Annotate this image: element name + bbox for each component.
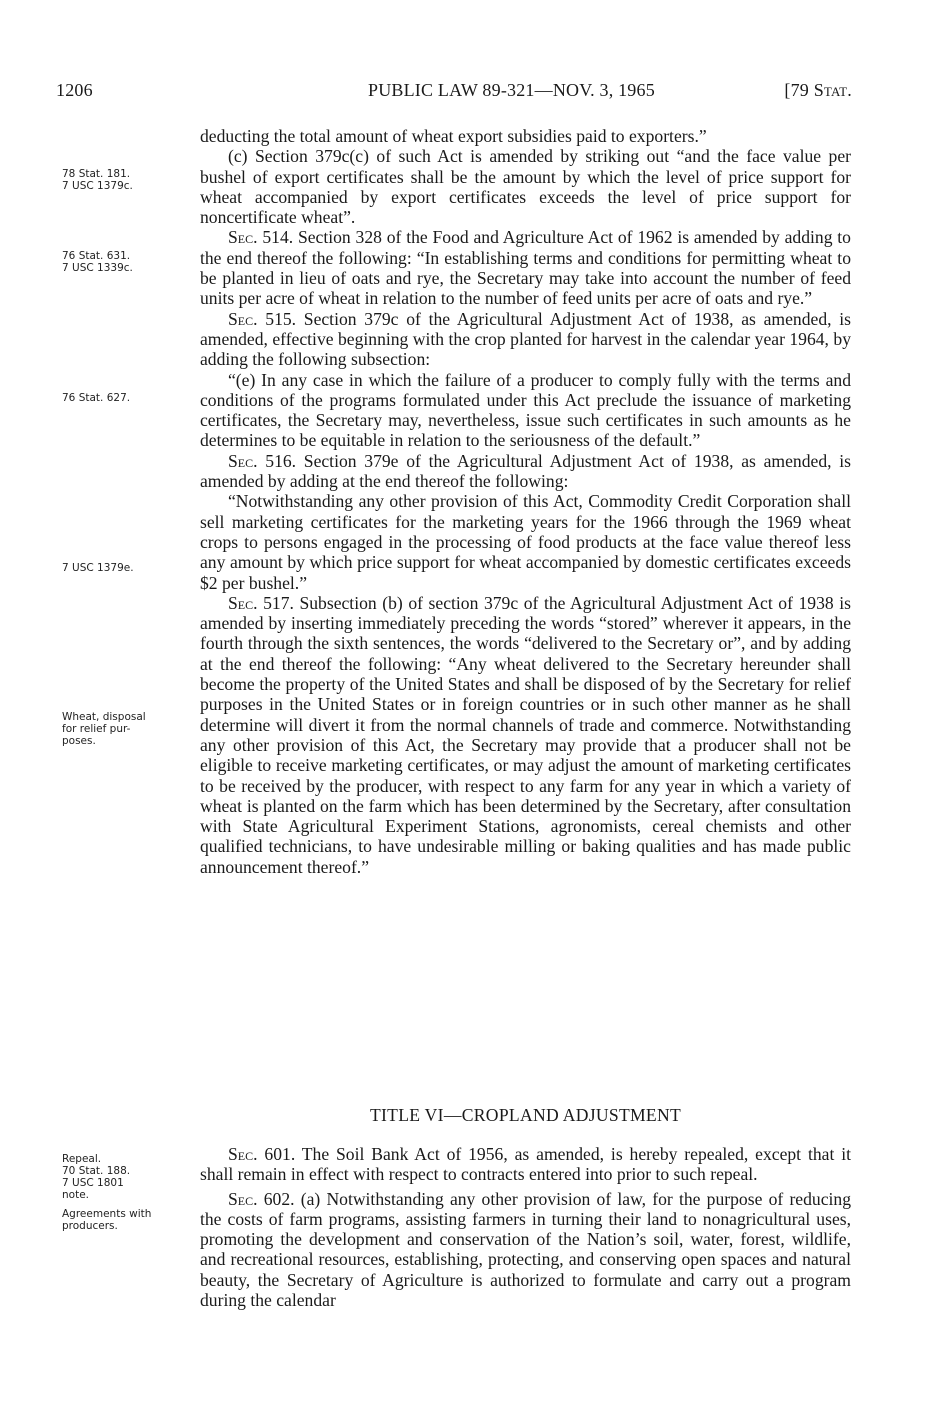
paragraph-sec-516: [200, 451, 851, 492]
page-number: 1206: [56, 80, 93, 100]
section-text: 601. The Soil Bank Act of 1956, as amended, is hereby repealed, except that it shall remain in effect with respect to contracts entered into prior to such repeal.: [200, 1144, 851, 1185]
margin-note-text: 76 Stat. 627.: [62, 392, 131, 404]
section-label: Sec.: [228, 1144, 258, 1164]
margin-note: [62, 562, 190, 574]
title-heading: TITLE VI—CROPLAND ADJUSTMENT: [369, 1105, 682, 1125]
paragraph-continuation: deducting the total amount of wheat export subsidies paid to exporters.”: [200, 126, 707, 146]
paragraph-subsection-c: (c) Section 379c(c) of such Act is amended by striking out “and the face value per bushel of export certificates shall be the amount by which the level of price support for wheat accompanied by export certificates exceeds the level of price support for noncertificate wheat”.: [200, 146, 851, 228]
margin-note-text: Agreements with producers.: [62, 1208, 152, 1232]
page-title: PUBLIC LAW 89-321—NOV. 3, 1965: [368, 80, 655, 100]
section-label: Sec.: [228, 450, 258, 471]
margin-note: [62, 1153, 190, 1201]
margin-note-text: 76 Stat. 631. 7 USC 1339c.: [62, 250, 133, 274]
paragraph-sec-517: [200, 593, 851, 877]
body-text-upper: [200, 126, 851, 877]
margin-note-text: 78 Stat. 181. 7 USC 1379c.: [62, 168, 133, 192]
margin-note: [62, 250, 190, 274]
margin-note: [62, 711, 190, 747]
margin-note: [62, 1208, 190, 1232]
section-text: 514. Section 328 of the Food and Agriculture Act of 1962 is amended by adding to the end thereof the following: “In establishing terms and conditions for permitting wheat to be planted in lieu of oats and rye, the Secretary may take into account the number of feed units per acre of wheat in relation to the number of feed units per acre of oats and rye.”: [200, 227, 851, 309]
margin-note: [62, 392, 190, 404]
section-label: Sec.: [228, 592, 258, 613]
paragraph-quote-e: “(e) In any case in which the failure of a producer to comply fully with the terms and conditions of the programs formulated under this Act preclude the issuance of marketing certificates, the Secretary may, nevertheless, issue such certificates in such amounts as he determines to be equitable in relation to the seriousness of the default.”: [200, 369, 851, 451]
paragraph-sec-514: [200, 227, 851, 308]
section-label: Sec.: [228, 308, 258, 329]
section-text: 602. (a) Notwithstanding any other provision of law, for the purpose of reducing the costs of farm programs, assisting farmers in turning their land to nonagricultural uses, promoting the development and conservation of the Nation’s soil, water, forest, wildlife, and recreational resources, establishing, protecting, and conserving open spaces and natural beauty, the Secretary of Agriculture is authorized to formulate and carry out a program during the calendar: [200, 1188, 851, 1311]
body-text-lower: [200, 1144, 851, 1310]
section-text: 517. Subsection (b) of section 379c of the Agricultural Adjustment Act of 1938 is amended by inserting immediately preceding the words “stored” wherever it appears, in the fourth through the sixth sentences, the words “delivered to the Secretary or”, and by adding at the end thereof the following: “Any wheat delivered to the Secretary hereunder shall become the property of the United States and shall be disposed of by the Secretary for relief purposes in the United States or in foreign countries or in such other manner as he shall determine will divert it from the normal channels of trade and commerce. Notwithstanding any other provision of this Act, the Secretary may provide that a producer shall not be eligible to receive marketing certificates, or may adjust the amount of marketing certificates to be received by the producer, with respect to any farm for any year in which a variety of wheat is planted on the farm which has been determined by the Secretary, after consultation with State Agricultural Experiment Stations, agronomists, cereal chemists and other qualified technicians, to have undesirable milling or baking qualities and has made public announcement thereof.”: [200, 592, 851, 877]
paragraph-quote-516: “Notwithstanding any other provision of this Act, Commodity Credit Corporation shall sell marketing certificates for the marketing years for the 1966 through the 1969 wheat crops to persons engaged in the processing of food products at the face value thereof less any amount by which price support for wheat accompanied by domestic certificates exceeds $2 per bushel.”: [200, 491, 851, 593]
paragraph-sec-602: [200, 1189, 851, 1311]
paragraph-sec-515: [200, 309, 851, 370]
paragraph-sec-601: [200, 1144, 851, 1185]
section-label: Sec.: [228, 227, 258, 248]
section-label: Sec.: [228, 1188, 258, 1209]
margin-note-text: Repeal. 70 Stat. 188. 7 USC 1801 note.: [62, 1153, 131, 1201]
margin-note-text: 7 USC 1379e.: [62, 562, 134, 574]
running-head: [56, 80, 852, 108]
volume-citation: [79 Stat.: [784, 80, 852, 100]
margin-note-text: Wheat, disposal for relief pur- poses.: [62, 711, 146, 747]
margin-note: [62, 168, 190, 192]
section-text: 515. Section 379c of the Agricultural Adjustment Act of 1938, as amended, is amended, effective beginning with the crop planted for harvest in the calendar year 1964, by adding the following subsection:: [200, 308, 851, 370]
section-text: 516. Section 379e of the Agricultural Adjustment Act of 1938, as amended, is amended by adding at the end thereof the following:: [200, 450, 851, 492]
